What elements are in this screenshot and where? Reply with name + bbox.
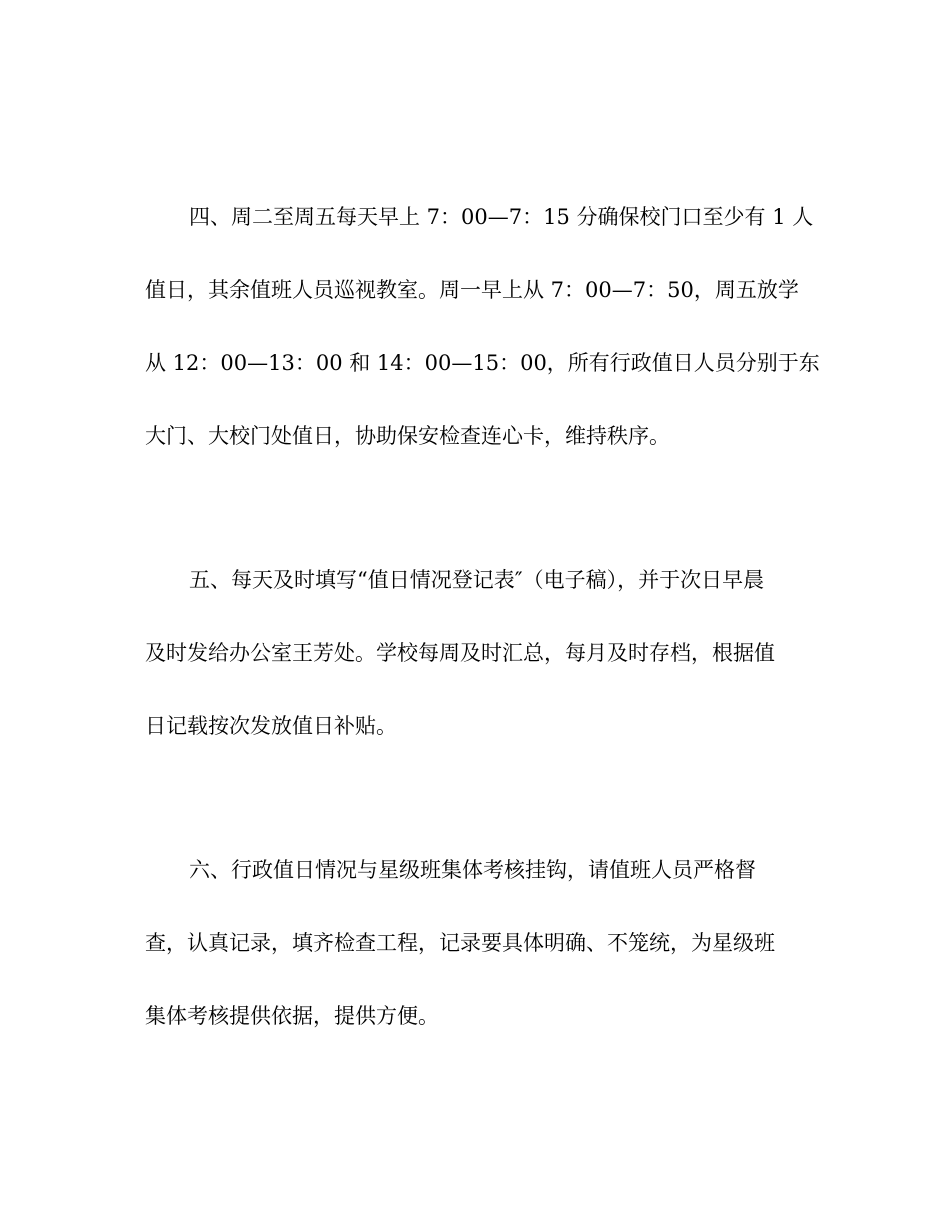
paragraph-line: 集体考核提供依据，提供方便。 [145, 1004, 439, 1028]
paragraph-line: 六、行政值日情况与星级班集体考核挂钩，请值班人员严格督 [189, 858, 756, 882]
paragraph-line: 五、每天及时填写“值日情况登记表″（电子稿），并于次日早晨 [189, 568, 765, 592]
paragraph-line: 查，认真记录，填齐检查工程，记录要具体明确、不笼统，为星级班 [145, 931, 775, 955]
paragraph-line: 及时发给办公室王芳处。学校每周及时汇总，每月及时存档，根据值 [145, 641, 775, 665]
paragraph-line: 值日，其余值班人员巡视教室。周一早上从 7：00—7：50，周五放学 [145, 278, 799, 302]
paragraph-line: 从 12：00—13：00 和 14：00—15：00，所有行政值日人员分别于东 [145, 351, 820, 375]
paragraph-line: 四、周二至周五每天早上 7：00—7：15 分确保校门口至少有 1 人 [189, 205, 814, 229]
paragraph-line: 日记载按次发放值日补贴。 [145, 714, 397, 738]
paragraph-line: 大门、大校门处值日，协助保安检查连心卡，维持秩序。 [145, 424, 670, 448]
